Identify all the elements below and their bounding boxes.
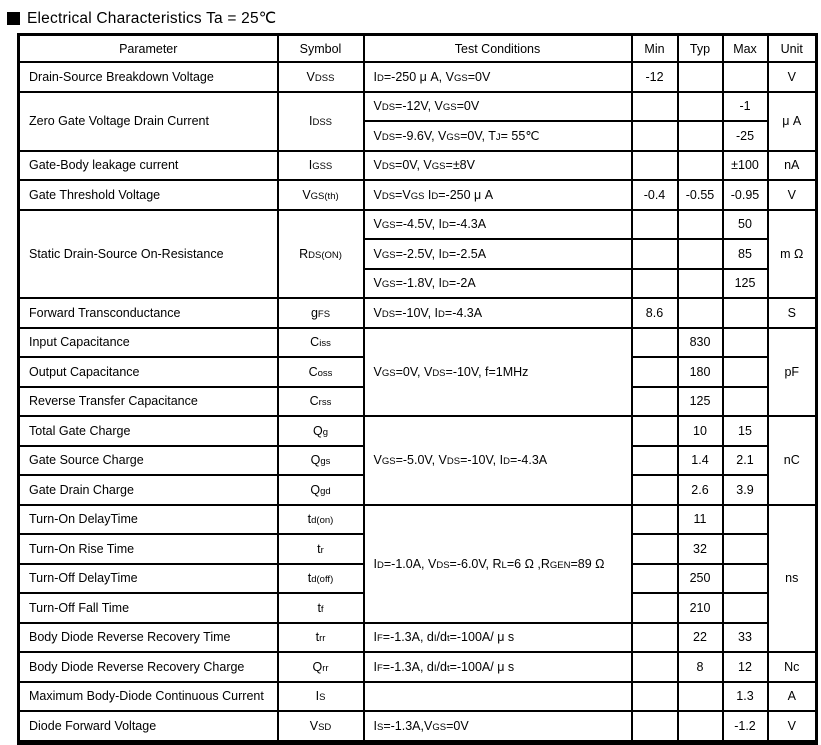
conditions-cell: IS=-1.3A,VGS=0V	[364, 711, 632, 742]
param-cell: Drain-Source Breakdown Voltage	[19, 62, 278, 92]
subscript: t	[446, 633, 450, 645]
symbol-cell: Qgs	[278, 446, 364, 476]
subscript: GSS	[312, 161, 333, 173]
table-row	[19, 623, 817, 653]
min-cell: -0.4	[632, 180, 678, 210]
unit-cell: ns	[768, 505, 817, 653]
min-cell	[632, 623, 678, 653]
table-row	[19, 505, 817, 535]
subscript: J	[495, 132, 501, 144]
unit-cell: V	[768, 711, 817, 742]
electrical-characteristics-table	[17, 33, 818, 745]
min-cell	[632, 121, 678, 151]
subscript: gs	[320, 456, 331, 468]
header-row	[19, 35, 817, 63]
subscript: GS	[410, 190, 425, 202]
symbol-cell: Qg	[278, 416, 364, 446]
table-row	[19, 652, 817, 682]
subscript: GS	[453, 72, 468, 84]
min-cell	[632, 711, 678, 742]
max-cell: 2.1	[723, 446, 768, 476]
subscript: d(off)	[311, 574, 334, 586]
symbol-cell: gFS	[278, 298, 364, 328]
subscript: S	[376, 721, 384, 733]
subscript: D	[376, 72, 384, 84]
symbol-cell: Crss	[278, 387, 364, 417]
subscript: GS	[381, 456, 396, 468]
param-cell: Gate Threshold Voltage	[19, 180, 278, 210]
subscript: FS	[317, 308, 331, 320]
min-cell	[632, 92, 678, 122]
min-cell	[632, 505, 678, 535]
param-cell: Gate-Body leakage current	[19, 151, 278, 181]
subscript: DS	[381, 102, 396, 114]
symbol-cell: td(on)	[278, 505, 364, 535]
subscript: GS	[442, 102, 457, 114]
typ-cell	[678, 239, 723, 269]
subscript: SD	[318, 721, 332, 733]
subscript: GS	[381, 220, 396, 232]
min-cell	[632, 593, 678, 623]
symbol-cell: VDSS	[278, 62, 364, 92]
conditions-cell: VGS=-4.5V, ID=-4.3A	[364, 210, 632, 240]
table-row	[19, 210, 817, 240]
unit-cell: S	[768, 298, 817, 328]
section-title	[0, 0, 821, 29]
unit-cell: V	[768, 62, 817, 92]
min-cell: -12	[632, 62, 678, 92]
column-header-param: Parameter	[19, 35, 278, 63]
min-cell	[632, 239, 678, 269]
subscript: D	[503, 456, 510, 468]
typ-cell	[678, 151, 723, 181]
typ-cell: 1.4	[678, 446, 723, 476]
conditions-cell: VDS=-10V, ID=-4.3A	[364, 298, 632, 328]
unit-cell: A	[768, 682, 817, 712]
max-cell: 3.9	[723, 475, 768, 505]
subscript: d(on)	[311, 515, 334, 527]
unit-cell: nA	[768, 151, 817, 181]
typ-cell	[678, 92, 723, 122]
param-cell: Output Capacitance	[19, 357, 278, 387]
min-cell: 8.6	[632, 298, 678, 328]
subscript: D	[442, 249, 449, 261]
table-row	[19, 416, 817, 446]
param-cell: Reverse Transfer Capacitance	[19, 387, 278, 417]
unit-cell: μ A	[768, 92, 817, 151]
typ-cell	[678, 210, 723, 240]
param-cell: Turn-On Rise Time	[19, 534, 278, 564]
symbol-cell: VGS(th)	[278, 180, 364, 210]
subscript: GS	[381, 367, 396, 379]
symbol-cell: Qrr	[278, 652, 364, 682]
symbol-cell: Ciss	[278, 328, 364, 358]
subscript: DS	[446, 456, 461, 468]
unit-cell: pF	[768, 328, 817, 417]
symbol-cell: tr	[278, 534, 364, 564]
max-cell	[723, 564, 768, 594]
conditions-cell: ID=-1.0A, VDS=-6.0V, RL=6 Ω ,RGEN=89 Ω	[364, 505, 632, 623]
max-cell: -0.95	[723, 180, 768, 210]
max-cell: 85	[723, 239, 768, 269]
min-cell	[632, 151, 678, 181]
max-cell	[723, 298, 768, 328]
typ-cell: 125	[678, 387, 723, 417]
symbol-cell: tf	[278, 593, 364, 623]
subscript: g	[322, 426, 329, 438]
section-marker-icon	[7, 12, 20, 25]
max-cell	[723, 328, 768, 358]
typ-cell	[678, 62, 723, 92]
subscript: GS	[432, 721, 447, 733]
symbol-cell: VSD	[278, 711, 364, 742]
param-cell: Body Diode Reverse Recovery Charge	[19, 652, 278, 682]
conditions-cell: IF=-1.3A, dI/dt=-100A/ μ s	[364, 652, 632, 682]
subscript: gd	[320, 485, 331, 497]
table-row	[19, 298, 817, 328]
symbol-cell: RDS(ON)	[278, 210, 364, 299]
subscript: r	[320, 544, 324, 556]
typ-cell	[678, 269, 723, 299]
column-header-unit: Unit	[768, 35, 817, 63]
conditions-cell: VGS=0V, VDS=-10V, f=1MHz	[364, 328, 632, 417]
unit-cell: Nc	[768, 652, 817, 682]
symbol-cell: IS	[278, 682, 364, 712]
conditions-cell	[364, 682, 632, 712]
subscript: t	[446, 662, 450, 674]
max-cell: 33	[723, 623, 768, 653]
typ-cell	[678, 682, 723, 712]
conditions-cell: VGS=-5.0V, VDS=-10V, ID=-4.3A	[364, 416, 632, 505]
conditions-cell: VGS=-1.8V, ID=-2A	[364, 269, 632, 299]
max-cell: ±100	[723, 151, 768, 181]
subscript: rr	[322, 662, 329, 674]
param-cell: Zero Gate Voltage Drain Current	[19, 92, 278, 151]
typ-cell: 32	[678, 534, 723, 564]
table-body	[19, 62, 817, 742]
conditions-cell: IF=-1.3A, dI/dt=-100A/ μ s	[364, 623, 632, 653]
min-cell	[632, 357, 678, 387]
param-cell: Gate Source Charge	[19, 446, 278, 476]
column-header-typ: Typ	[678, 35, 723, 63]
param-cell: Input Capacitance	[19, 328, 278, 358]
param-cell: Gate Drain Charge	[19, 475, 278, 505]
subscript: GS	[381, 279, 396, 291]
min-cell	[632, 269, 678, 299]
conditions-cell: VGS=-2.5V, ID=-2.5A	[364, 239, 632, 269]
conditions-cell: VDS=-9.6V, VGS=0V, TJ= 55℃	[364, 121, 632, 151]
typ-cell: 10	[678, 416, 723, 446]
subscript: DS	[436, 559, 450, 571]
typ-cell: 210	[678, 593, 723, 623]
max-cell: 15	[723, 416, 768, 446]
conditions-cell: ID=-250 μ A, VGS=0V	[364, 62, 632, 92]
subscript: I	[433, 662, 437, 674]
typ-cell: -0.55	[678, 180, 723, 210]
subscript: I	[433, 633, 437, 645]
conditions-cell: VDS=VGS ID=-250 μ A	[364, 180, 632, 210]
typ-cell: 22	[678, 623, 723, 653]
unit-cell: nC	[768, 416, 817, 505]
unit-cell: m Ω	[768, 210, 817, 299]
min-cell	[632, 682, 678, 712]
subscript: DSS	[312, 117, 333, 128]
subscript: GEN	[549, 559, 571, 571]
max-cell	[723, 357, 768, 387]
subscript: D	[438, 308, 445, 320]
min-cell	[632, 328, 678, 358]
typ-cell: 11	[678, 505, 723, 535]
max-cell	[723, 387, 768, 417]
subscript: DSS	[314, 72, 335, 84]
symbol-cell: IDSS	[278, 92, 364, 151]
max-cell	[723, 62, 768, 92]
symbol-cell: trr	[278, 623, 364, 653]
typ-cell: 250	[678, 564, 723, 594]
min-cell	[632, 475, 678, 505]
param-cell: Turn-Off Fall Time	[19, 593, 278, 623]
subscript: GS	[446, 132, 461, 144]
max-cell: 125	[723, 269, 768, 299]
max-cell: 1.3	[723, 682, 768, 712]
subscript: L	[501, 559, 507, 571]
page-title: Electrical Characteristics Ta = 25℃	[27, 9, 277, 27]
conditions-cell: VDS=0V, VGS=±8V	[364, 151, 632, 181]
typ-cell	[678, 711, 723, 742]
subscript: DS	[381, 161, 396, 173]
typ-cell	[678, 298, 723, 328]
symbol-cell: td(off)	[278, 564, 364, 594]
column-header-min: Min	[632, 35, 678, 63]
min-cell	[632, 534, 678, 564]
subscript: D	[442, 279, 449, 291]
min-cell	[632, 387, 678, 417]
param-cell: Maximum Body-Diode Continuous Current	[19, 682, 278, 712]
column-header-symbol: Symbol	[278, 35, 364, 63]
table-row	[19, 92, 817, 122]
typ-cell: 180	[678, 357, 723, 387]
param-cell: Total Gate Charge	[19, 416, 278, 446]
min-cell	[632, 652, 678, 682]
param-cell: Static Drain-Source On-Resistance	[19, 210, 278, 299]
typ-cell: 830	[678, 328, 723, 358]
subscript: F	[376, 633, 383, 645]
table-row	[19, 151, 817, 181]
min-cell	[632, 446, 678, 476]
max-cell: -1.2	[723, 711, 768, 742]
subscript: iss	[319, 338, 331, 350]
table-row	[19, 62, 817, 92]
table-row	[19, 682, 817, 712]
subscript: DS	[381, 190, 396, 202]
subscript: S	[319, 692, 326, 704]
max-cell	[723, 593, 768, 623]
column-header-max: Max	[723, 35, 768, 63]
param-cell: Turn-Off DelayTime	[19, 564, 278, 594]
min-cell	[632, 564, 678, 594]
unit-cell: V	[768, 180, 817, 210]
symbol-cell: Coss	[278, 357, 364, 387]
subscript: GS(th)	[310, 190, 339, 202]
subscript: F	[376, 662, 383, 674]
subscript: D	[442, 220, 449, 232]
subscript: rss	[318, 397, 332, 409]
conditions-cell: VDS=-12V, VGS=0V	[364, 92, 632, 122]
param-cell: Turn-On DelayTime	[19, 505, 278, 535]
typ-cell	[678, 121, 723, 151]
subscript: rr	[319, 633, 326, 645]
column-header-conditions: Test Conditions	[364, 35, 632, 63]
table-row	[19, 180, 817, 210]
subscript: GS	[381, 249, 396, 261]
subscript: D	[431, 190, 439, 202]
table-row	[19, 328, 817, 358]
param-cell: Diode Forward Voltage	[19, 711, 278, 742]
min-cell	[632, 416, 678, 446]
param-cell: Body Diode Reverse Recovery Time	[19, 623, 278, 653]
param-cell: Forward Transconductance	[19, 298, 278, 328]
subscript: GS	[431, 161, 446, 173]
subscript: DS	[381, 308, 396, 320]
typ-cell: 8	[678, 652, 723, 682]
subscript: D	[376, 559, 384, 571]
min-cell	[632, 210, 678, 240]
subscript: DS(ON)	[308, 249, 342, 261]
subscript: DS	[432, 367, 446, 379]
table-row	[19, 711, 817, 742]
max-cell	[723, 505, 768, 535]
subscript: oss	[317, 367, 333, 379]
subscript: DS	[381, 132, 396, 144]
symbol-cell: Qgd	[278, 475, 364, 505]
subscript: f	[320, 603, 324, 615]
max-cell: -1	[723, 92, 768, 122]
max-cell: 50	[723, 210, 768, 240]
max-cell: 12	[723, 652, 768, 682]
max-cell: -25	[723, 121, 768, 151]
typ-cell: 2.6	[678, 475, 723, 505]
symbol-cell: IGSS	[278, 151, 364, 181]
max-cell	[723, 534, 768, 564]
